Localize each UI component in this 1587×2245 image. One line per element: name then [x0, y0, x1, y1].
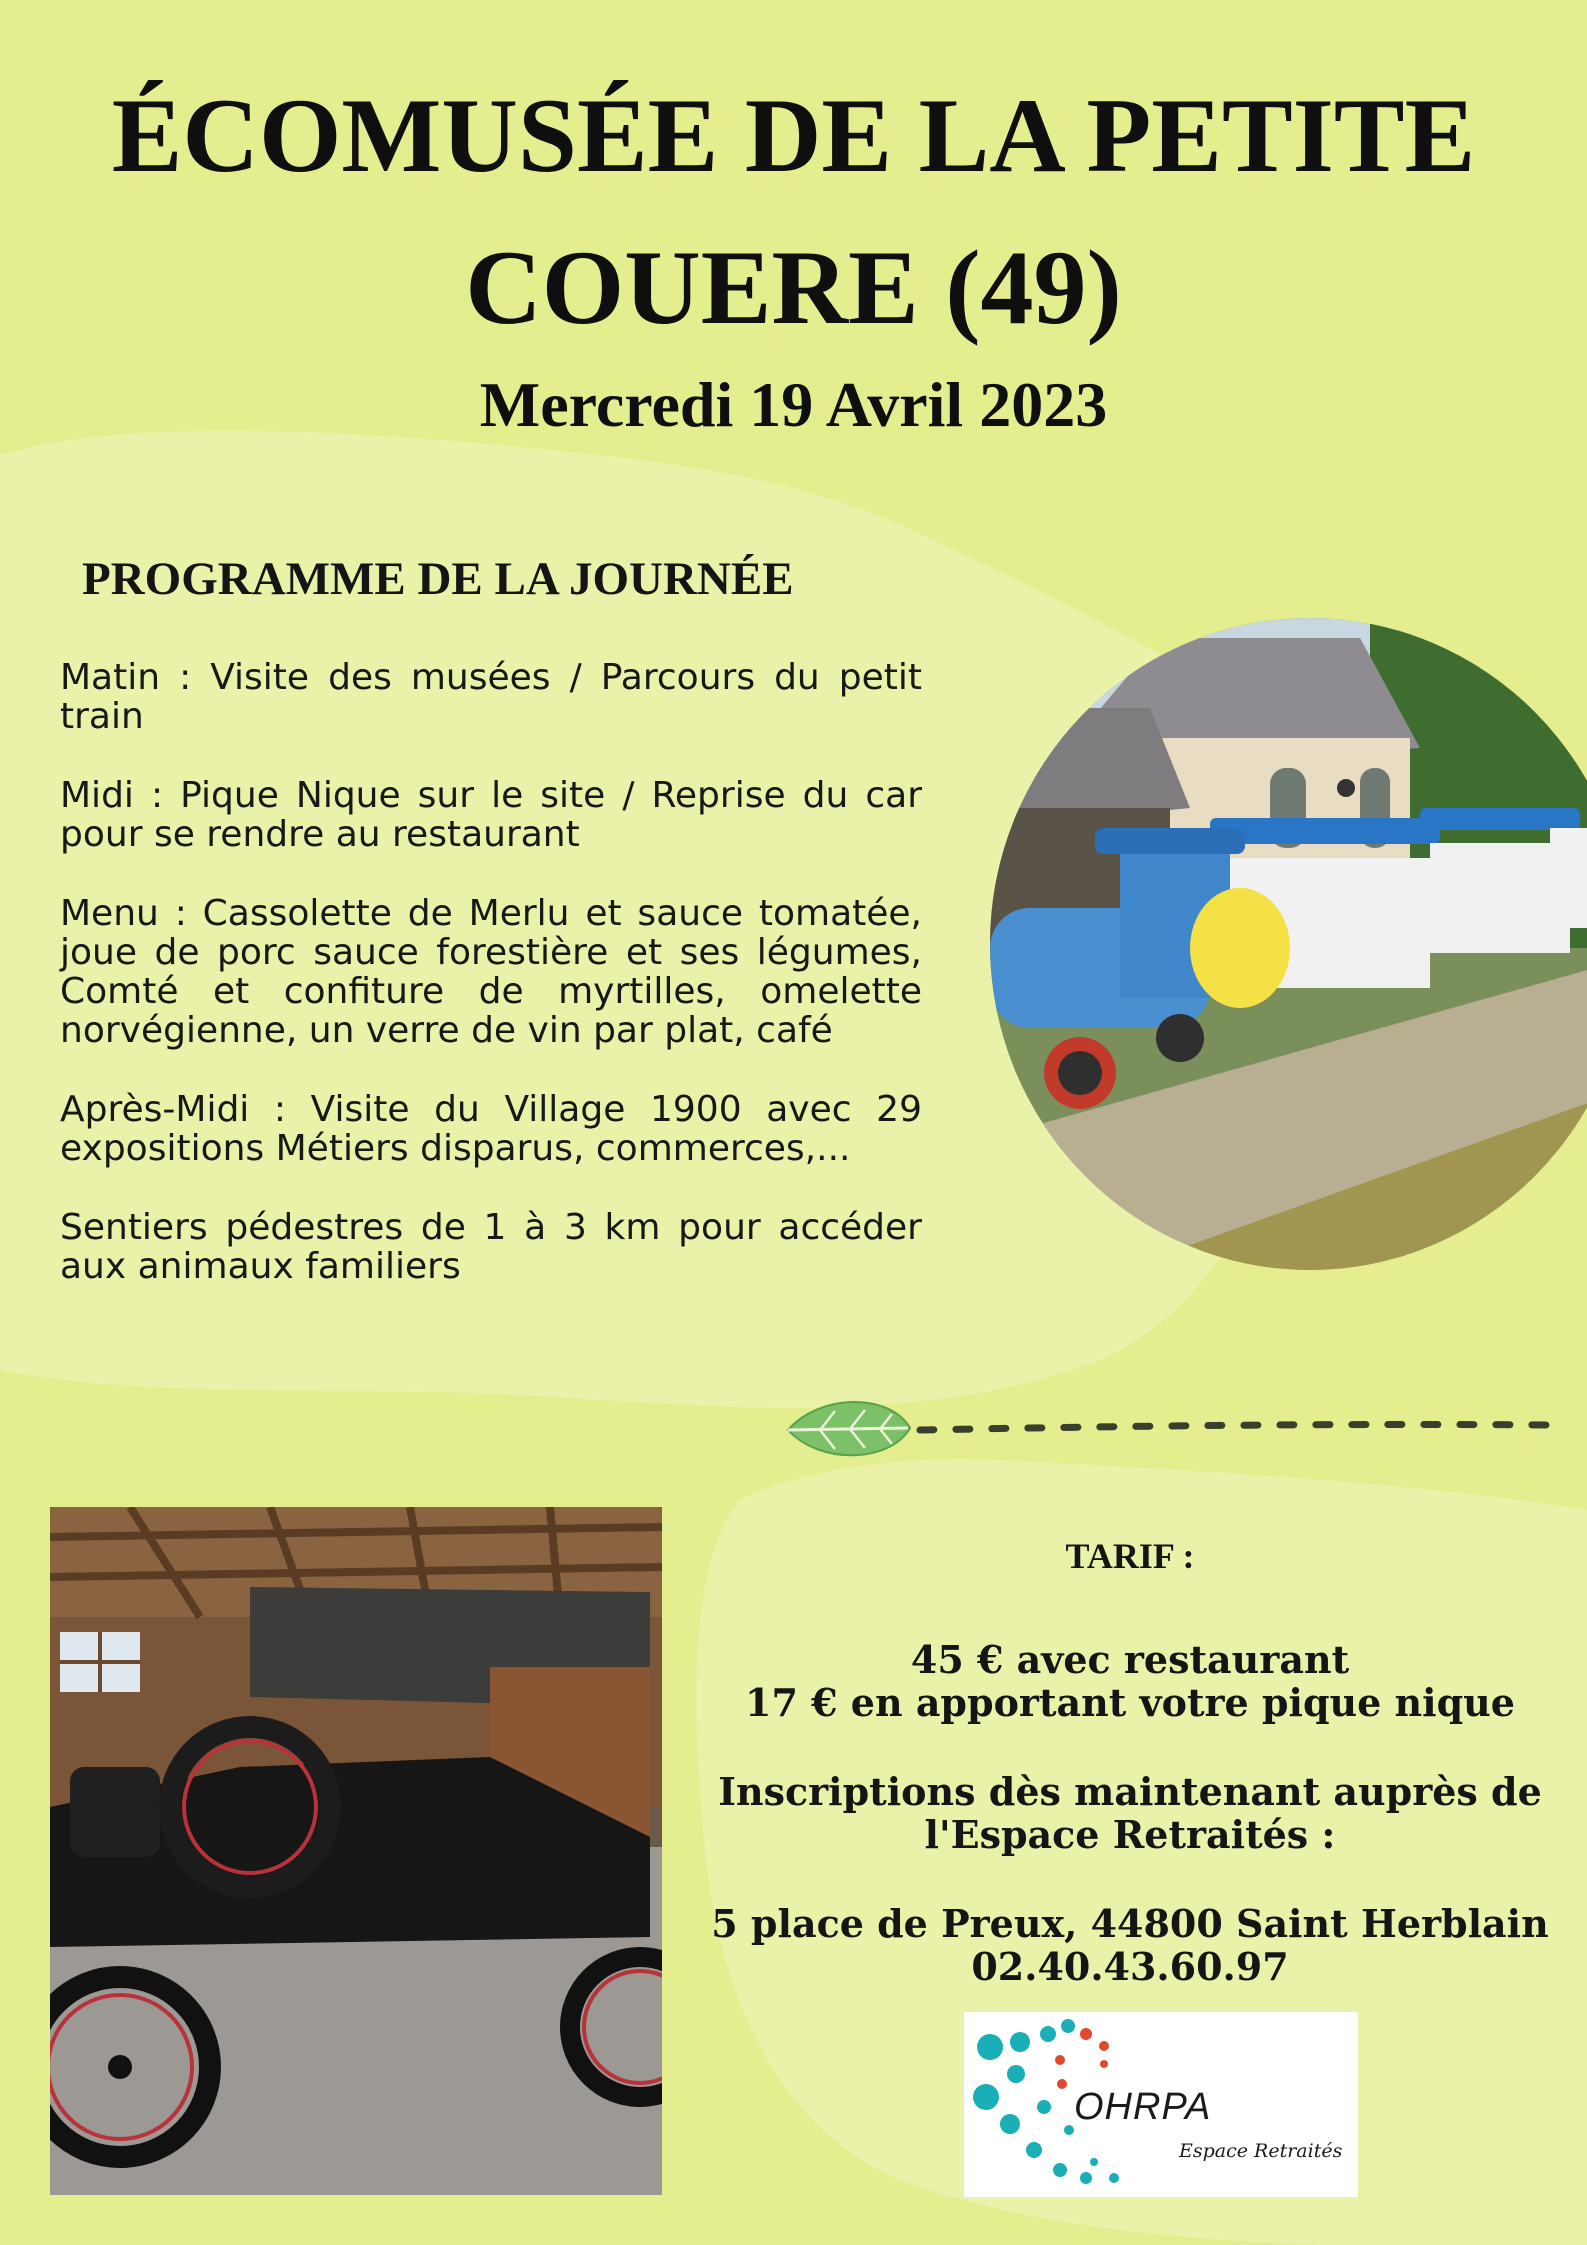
program-list — [60, 658, 922, 1326]
logo-brand: OHRPA — [1074, 2086, 1212, 2128]
leaf-divider — [780, 1395, 1560, 1465]
phone-number: 02.40.43.60.97 — [971, 1944, 1289, 1989]
title-line-2: COUERE (49) — [465, 229, 1122, 346]
program-item-noon: Midi : Pique Nique sur le site / Reprise du car pour se rendre au restaurant — [60, 775, 922, 855]
program-item-afternoon: Après-Midi : Visite du Village 1900 avec 29 expositions Métiers disparus, commerces,... — [60, 1089, 922, 1169]
ohrpa-logo — [964, 2012, 1358, 2197]
inscriptions-line-2: l'Espace Retraités : — [924, 1812, 1336, 1857]
title-line-1: ÉCOMUSÉE DE LA PETITE — [111, 77, 1476, 194]
event-date: Mercredi 19 Avril 2023 — [479, 369, 1108, 440]
tarif-heading: TARIF : — [1065, 1536, 1195, 1576]
price-picnic: 17 € en apportant votre pique nique — [745, 1680, 1515, 1725]
tarif-block — [700, 1535, 1560, 1988]
price-restaurant: 45 € avec restaurant — [910, 1637, 1350, 1682]
dashed-line — [920, 1424, 1550, 1430]
page-title — [0, 60, 1587, 364]
vintage-car-photo-icon — [50, 1507, 662, 2195]
train-photo-icon — [990, 618, 1587, 1270]
program-item-morning: Matin : Visite des musées / Parcours du petit train — [60, 657, 922, 737]
inscriptions-line-1: Inscriptions dès maintenant auprès de — [718, 1769, 1542, 1814]
leaf-icon — [788, 1402, 910, 1455]
program-item-menu: Menu : Cassolette de Merlu et sauce tomatée, joue de porc sauce forestière et ses légumes, Comté et confiture de myrtilles, omelette norvégienne, un verre de vin par plat, café — [60, 893, 922, 1051]
program-heading: PROGRAMME DE LA JOURNÉE — [82, 553, 794, 605]
program-item-trails: Sentiers pédestres de 1 à 3 km pour accéder aux animaux familiers — [60, 1207, 922, 1287]
address: 5 place de Preux, 44800 Saint Herblain — [711, 1901, 1549, 1946]
logo-subtitle: Espace Retraités — [1179, 2140, 1343, 2162]
